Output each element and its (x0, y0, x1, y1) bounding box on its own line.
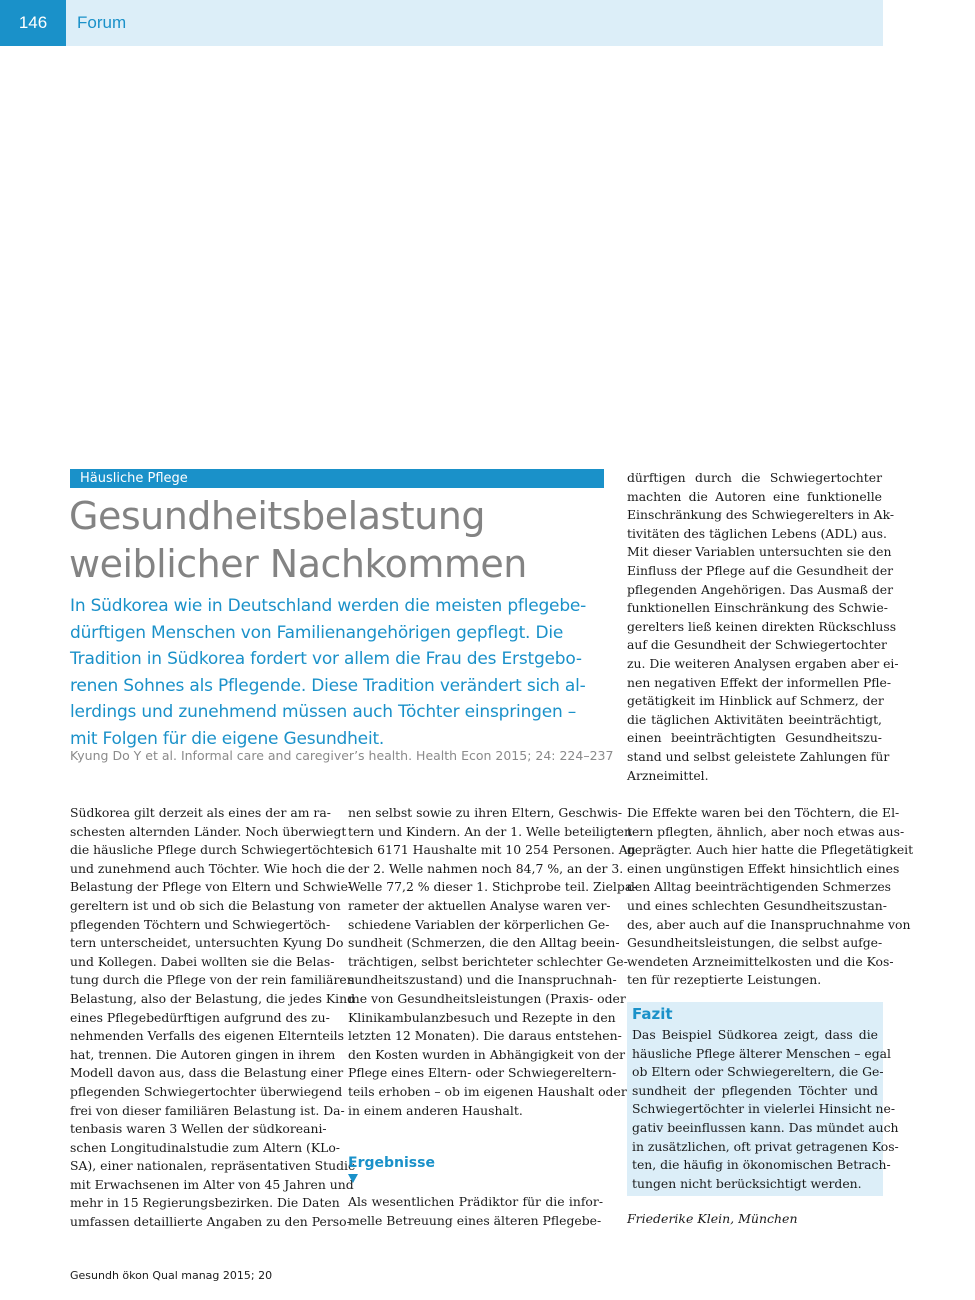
text-line: gerelters ließ keinen direkten Rückschluss (627, 618, 897, 634)
text-line: Belastung, also der Belastung, die jedes Kind (70, 990, 356, 1006)
section-name: Forum (77, 13, 127, 32)
text-line: die täglichen Aktivitäten beeinträchtigt, (627, 711, 882, 727)
text-line: trächtigen, selbst berichteter schlechter Ge- (348, 953, 628, 969)
text-line: SA), einer nationalen, repräsentativen Studie (70, 1158, 356, 1174)
text-line: den Kosten wurden in Abhängigkeit von der (348, 1046, 626, 1062)
text-line: und zunehmend auch Töchter. Wie hoch die (70, 860, 345, 876)
text-line: Mit dieser Variablen untersuchten sie den (627, 544, 892, 560)
body-column-top-right (627, 469, 899, 785)
text-line: einen beeinträchtigten Gesundheitszu- (627, 730, 882, 746)
text-line: ten, die häufig in ökonomischen Betrach- (632, 1157, 891, 1173)
journal-footer: Gesundh ökon Qual manag 2015; 20 (70, 1269, 273, 1282)
text-line: stand und selbst geleistete Zahlungen für (627, 748, 890, 764)
title-line: Gesundheitsbelastung (69, 494, 485, 538)
text-line: mehr in 15 Regierungsbezirken. Die Daten (70, 1195, 340, 1211)
text-line: und eines schlechten Gesundheitszustan- (627, 897, 887, 913)
text-line: der 2. Welle nahmen noch 84,7 %, an der 3. (348, 860, 624, 876)
text-line: Modell davon aus, dass die Belastung einer (70, 1065, 344, 1081)
body-column-2-results (348, 1193, 603, 1230)
text-line: Einfluss der Pflege auf die Gesundheit der (627, 562, 894, 578)
lead-line: renen Sohnes als Pflegende. Diese Tradition verändert sich al- (70, 675, 586, 696)
text-line: sich 6171 Haushalte mit 10 254 Personen. An (348, 842, 636, 858)
text-line: Die Effekte waren bei den Töchtern, die El- (627, 805, 900, 820)
triangle-down-icon (348, 1174, 358, 1183)
text-line: Südkorea gilt derzeit als eines der am ra- (70, 805, 331, 820)
text-line: pflegenden Schwiegertochter überwiegend (70, 1083, 343, 1099)
text-line: sundheit (Schmerzen, die den Alltag beein- (348, 935, 620, 951)
text-line: Klinikambulanzbesuch und Rezepte in den (348, 1009, 616, 1025)
text-line: in zusätzlichen, oft privat getragenen Kos- (632, 1138, 899, 1154)
text-line: einen ungünstigen Effekt hinsichtlich eines (627, 860, 900, 876)
text-line: sundheitszustand) und die Inanspruchnah- (348, 972, 617, 988)
text-line: des, aber auch auf die Inanspruchnahme von (627, 916, 911, 932)
text-line: tung durch die Pflege von der rein familiären (70, 972, 355, 988)
text-line: gativ beeinflussen kann. Das mündet auch (632, 1119, 899, 1135)
text-line: gereltern ist und ob sich die Belastung von (70, 897, 341, 913)
text-line: nehmenden Verfalls des eigenen Elternteils (70, 1028, 344, 1044)
text-line: Arzneimittel. (627, 767, 709, 783)
text-line: häusliche Pflege älterer Menschen – egal (632, 1045, 892, 1061)
text-line: in einem anderen Haushalt. (348, 1102, 523, 1118)
text-line: die häusliche Pflege durch Schwiegertöchter (70, 842, 353, 858)
body-column-2 (348, 804, 637, 1120)
text-line: funktionellen Einschränkung des Schwie- (627, 600, 888, 616)
text-line: me von Gesundheitsleistungen (Praxis- oder (348, 990, 626, 1006)
fazit-text (632, 1026, 899, 1193)
text-line: letzten 12 Monaten). Die daraus entstehen- (348, 1028, 622, 1044)
fazit-title: Fazit (632, 1005, 673, 1023)
author-signature: Friederike Klein, München (627, 1211, 798, 1226)
text-line: melle Betreuung eines älteren Pflegebe- (348, 1212, 602, 1228)
lead-line: Tradition in Südkorea fordert vor allem die Frau des Erstgebo- (70, 649, 582, 669)
lead-line: In Südkorea wie in Deutschland werden die meisten pflegebe- (70, 596, 587, 616)
article-lead (70, 593, 610, 752)
article-kicker: Häusliche Pflege (70, 469, 604, 488)
text-line: eines Pflegebedürftigen aufgrund des zu- (70, 1009, 330, 1025)
text-line: machten die Autoren eine funktionelle (627, 488, 882, 504)
text-line: rameter der aktuellen Analyse waren ver- (348, 897, 611, 913)
text-line: pflegenden Angehörigen. Das Ausmaß der (627, 581, 894, 597)
body-column-3 (627, 804, 914, 990)
title-line: weiblicher Nachkommen (69, 542, 527, 586)
text-line: tenbasis waren 3 Wellen der südkoreani- (70, 1121, 327, 1137)
article-citation: Kyung Do Y et al. Informal care and caregiver’s health. Health Econ 2015; 24: 224–237 (70, 748, 614, 763)
text-line: nen selbst sowie zu ihren Eltern, Geschwis- (348, 805, 623, 820)
text-line: getätigkeit im Hinblick auf Schmerz, der (627, 693, 884, 709)
text-line: zu. Die weiteren Analysen ergaben aber ei- (627, 655, 899, 671)
text-line: sundheit der pflegenden Töchter und (632, 1082, 878, 1098)
text-line: frei von dieser familiären Belastung ist. Da- (70, 1102, 345, 1118)
text-line: pflegenden Töchtern und Schwiegertöch- (70, 916, 331, 932)
text-line: tern und Kindern. An der 1. Welle beteiligten (348, 823, 632, 839)
text-line: tungen nicht berücksichtigt werden. (632, 1175, 862, 1191)
lead-line: lerdings und zunehmend müssen auch Töchter einspringen – (70, 702, 577, 722)
text-line: Schwiegertöchter in vielerlei Hinsicht ne- (632, 1101, 896, 1117)
text-line: tivitäten des täglichen Lebens (ADL) aus. (627, 525, 887, 541)
results-heading: Ergebnisse (348, 1155, 435, 1171)
body-column-1 (70, 804, 356, 1232)
text-line: und Kollegen. Dabei wollten sie die Belas- (70, 953, 335, 969)
text-line: Einschränkung des Schwiegerelters in Ak- (627, 507, 895, 523)
text-line: tern unterscheidet, untersuchten Kyung Do (70, 935, 344, 951)
text-line: Belastung der Pflege von Eltern und Schwie- (70, 879, 353, 895)
header-bar (0, 0, 883, 46)
text-line: Das Beispiel Südkorea zeigt, dass die (632, 1027, 878, 1042)
text-line: schiedene Variablen der körperlichen Ge- (348, 916, 610, 932)
text-line: Gesundheitsleistungen, die selbst aufge- (627, 935, 883, 951)
text-line: geprägter. Auch hier hatte die Pflegetätigkeit (627, 842, 914, 858)
article-title (69, 492, 609, 588)
text-line: ten für rezeptierte Leistungen. (627, 972, 822, 988)
text-line: hat, trennen. Die Autoren gingen in ihrem (70, 1046, 336, 1062)
text-line: schesten alternden Länder. Noch überwiegt (70, 823, 347, 839)
text-line: auf die Gesundheit der Schwiegertochter (627, 637, 887, 653)
text-line: dürftigen durch die Schwiegertochter (627, 470, 882, 485)
text-line: wendeten Arzneimittelkosten und die Kos- (627, 953, 894, 969)
text-line: teils erhoben – ob im eigenen Haushalt oder (348, 1083, 627, 1099)
page-number: 146 (0, 0, 66, 46)
text-line: Als wesentlichen Prädiktor für die infor- (348, 1194, 603, 1209)
lead-line: mit Folgen für die eigene Gesundheit. (70, 728, 385, 749)
text-line: Pflege eines Eltern- oder Schwiegereltern- (348, 1065, 617, 1081)
text-line: den Alltag beeinträchtigenden Schmerzes (627, 879, 892, 895)
text-line: Welle 77,2 % dieser 1. Stichprobe teil. Zielpa- (348, 879, 637, 895)
text-line: ob Eltern oder Schwiegereltern, die Ge- (632, 1064, 884, 1080)
text-line: tern pflegten, ähnlich, aber noch etwas aus- (627, 823, 905, 839)
text-line: umfassen detaillierte Angaben zu den Perso- (70, 1214, 351, 1230)
text-line: nen negativen Effekt der informellen Pfle- (627, 674, 892, 690)
lead-line: dürftigen Menschen von Familienangehörigen gepflegt. Die (70, 622, 564, 643)
text-line: mit Erwachsenen im Alter von 45 Jahren und (70, 1176, 354, 1192)
text-line: schen Longitudinalstudie zum Altern (KLo- (70, 1139, 340, 1155)
